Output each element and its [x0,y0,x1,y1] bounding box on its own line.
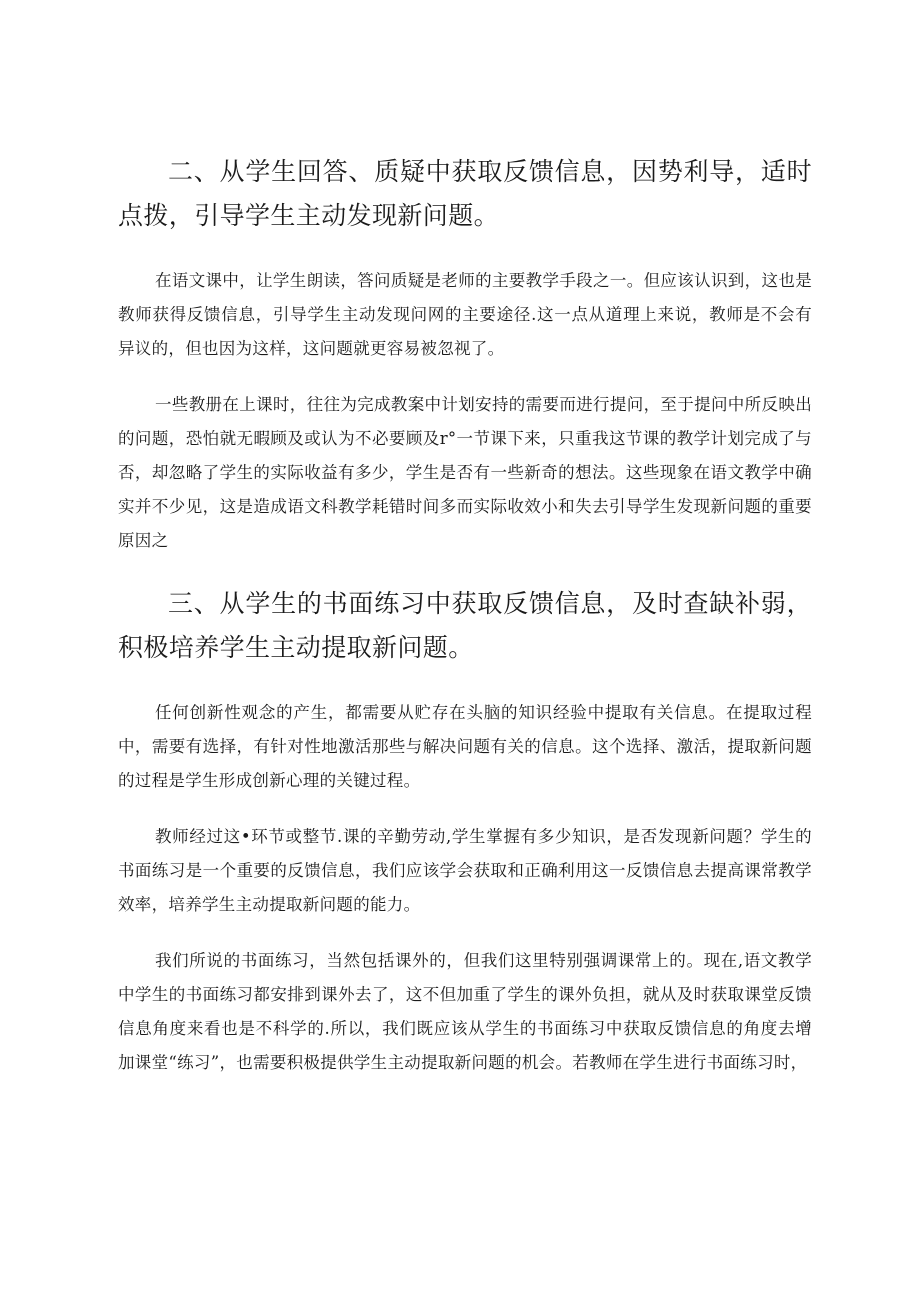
section-3-heading: 三、从学生的书面练习中获取反馈信息，及时查缺补弱，积极培养学生主动提取新问题。 [118,589,812,662]
section-2-paragraph-2: 一些教册在上课时，往往为完成教案中计划安持的需要而进行提问，至于提问中所反映出的问题，恐怕就无暇顾及或认为不必要顾及r°一节课下来，只重我这节课的教学计划完成了与否，却忽略了学生的实际收益有多少，学生是否有一些新奇的想法。这些现象在语文教学中确实并不少见，这是造成语文科教学耗错时间多而实际收效小和失去引导学生发现新问题的重要原因之 [118,395,812,550]
section-3-paragraph-1: 任何创新性观念的产生，都需要从贮存在头脑的知识经验中提取有关信息。在提取过程中，需要有选择，有针对性地激活那些与解决问题有关的信息。这个选择、激活，提取新问题的过程是学生形成创新心理的关键过程。 [118,703,812,790]
section-3-paragraph-2: 教师经过这•环节或整节.课的辛勤劳动,学生掌握有多少知识，是否发现新问题？学生的书面练习是一个重要的反馈信息，我们应该学会获取和正确利用这一反馈信息去提高课常教学效率，培养学生主动提取新问题的能力。 [118,827,812,914]
document-page [118,150,812,1102]
section-2-heading: 二、从学生回答、质疑中获取反馈信息，因势利导，适时点拨，引导学生主动发现新问题。 [118,157,812,230]
section-3-paragraph-3: 我们所说的书面练习，当然包括课外的，但我们这里特别强调课常上的。现在,语文教学中学生的书面练习都安排到课外去了，这不但加重了学生的课外负担，就从及时获取课堂反馈信息角度来看也是不科学的.所以，我们既应该从学生的书面练习中获取反馈信息的角度去增加课堂“练习”，也需要积极提供学生主动提取新问题的机会。若教师在学生进行书面练习时， [118,951,812,1072]
section-2-paragraph-1: 在语文课中，让学生朗读，答问质疑是老师的主要教学手段之一。但应该认识到，这也是教师获得反馈信息，引导学生主动发现问网的主要途径.这一点从道理上来说，教师是不会有异议的，但也因为这样，这问题就更容易被忽视了。 [118,271,812,358]
